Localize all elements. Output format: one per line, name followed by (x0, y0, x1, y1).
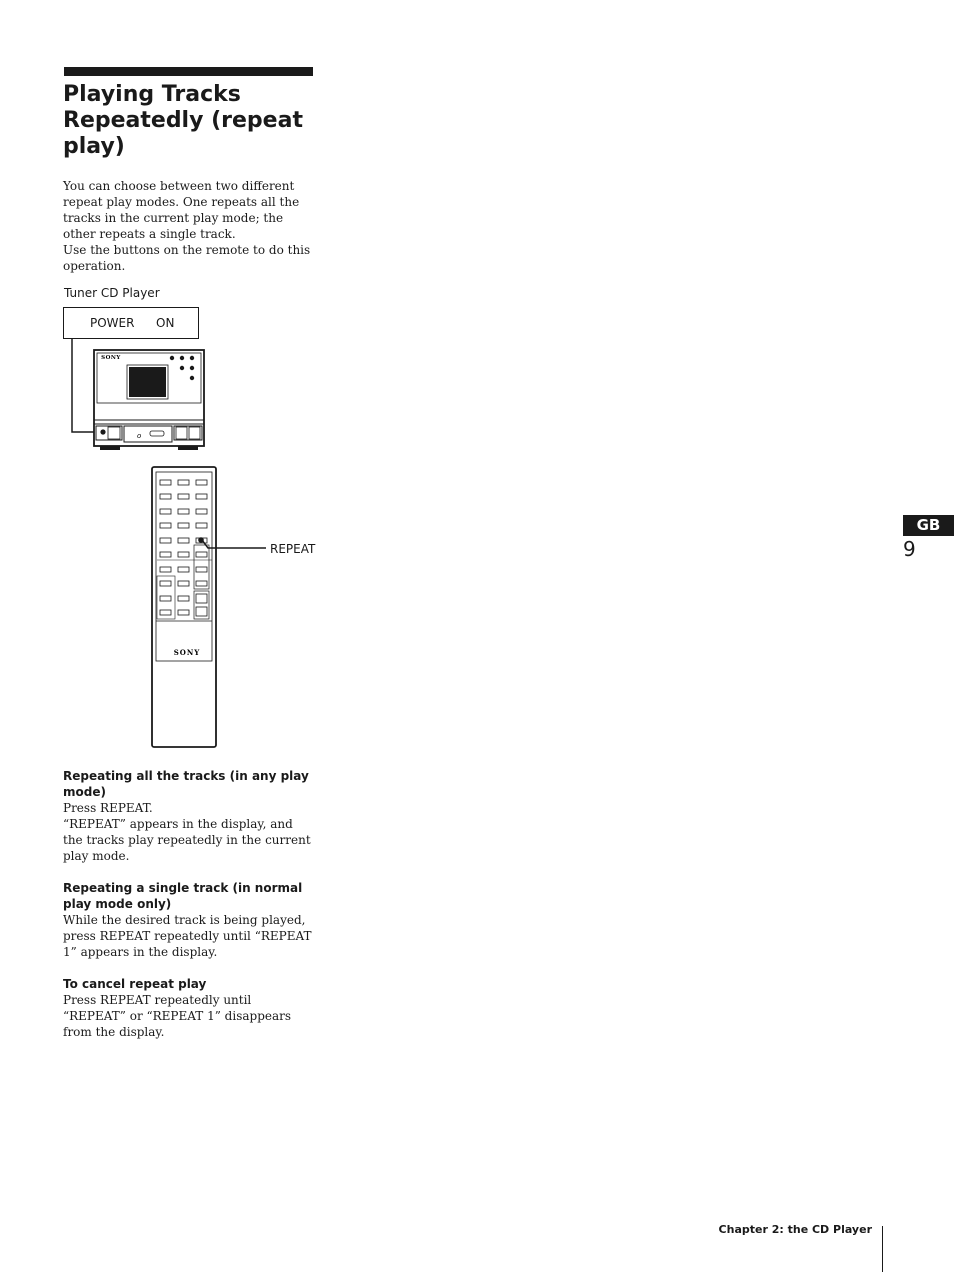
cd-player-unit (94, 350, 204, 450)
section-heading: Repeating all the tracks (in any play mode) (63, 769, 309, 799)
on-label: ON (156, 316, 175, 330)
section-line: “REPEAT” appears in the display, and the tracks play repeatedly in the current play mode. (63, 817, 311, 863)
footer-rule (882, 1226, 883, 1272)
section-line: While the desired track is being played, press REPEAT repeatedly until “REPEAT 1” appears in the display. (63, 913, 312, 959)
section-heading: To cancel repeat play (63, 977, 207, 991)
intro-line: You can choose between two different repeat play modes. One repeats all the tracks in the current play mode; the other repeats a single track. (63, 179, 300, 241)
remote-control (152, 467, 216, 747)
power-button (100, 429, 105, 434)
section-body (63, 992, 315, 1040)
section-repeat-single (63, 880, 315, 960)
remote-brand: SONY (173, 648, 201, 657)
section-line: Press REPEAT repeatedly until “REPEAT” or “REPEAT 1” disappears from the display. (63, 993, 292, 1039)
section-heading: Repeating a single track (in normal play mode only) (63, 881, 303, 911)
page-title: Playing Tracks Repeatedly (repeat play) (63, 82, 303, 159)
section-body (63, 800, 315, 864)
unit-label: Tuner CD Player (64, 286, 160, 300)
page-number: 9 (903, 537, 916, 561)
svg-text:o: o (137, 432, 142, 440)
language-tab: GB (903, 515, 954, 536)
section-cancel-repeat (63, 976, 315, 1040)
intro-line: Use the buttons on the remote to do this operation. (63, 243, 311, 273)
section-repeat-all (63, 768, 315, 864)
chapter-footer: Chapter 2: the CD Player (718, 1223, 872, 1236)
section-body (63, 912, 315, 960)
display-window (129, 367, 166, 397)
power-label: POWER (90, 316, 135, 330)
unit-brand: SONY (101, 355, 121, 361)
section-line: Press REPEAT. (63, 801, 153, 815)
repeat-label: REPEAT (270, 542, 316, 556)
